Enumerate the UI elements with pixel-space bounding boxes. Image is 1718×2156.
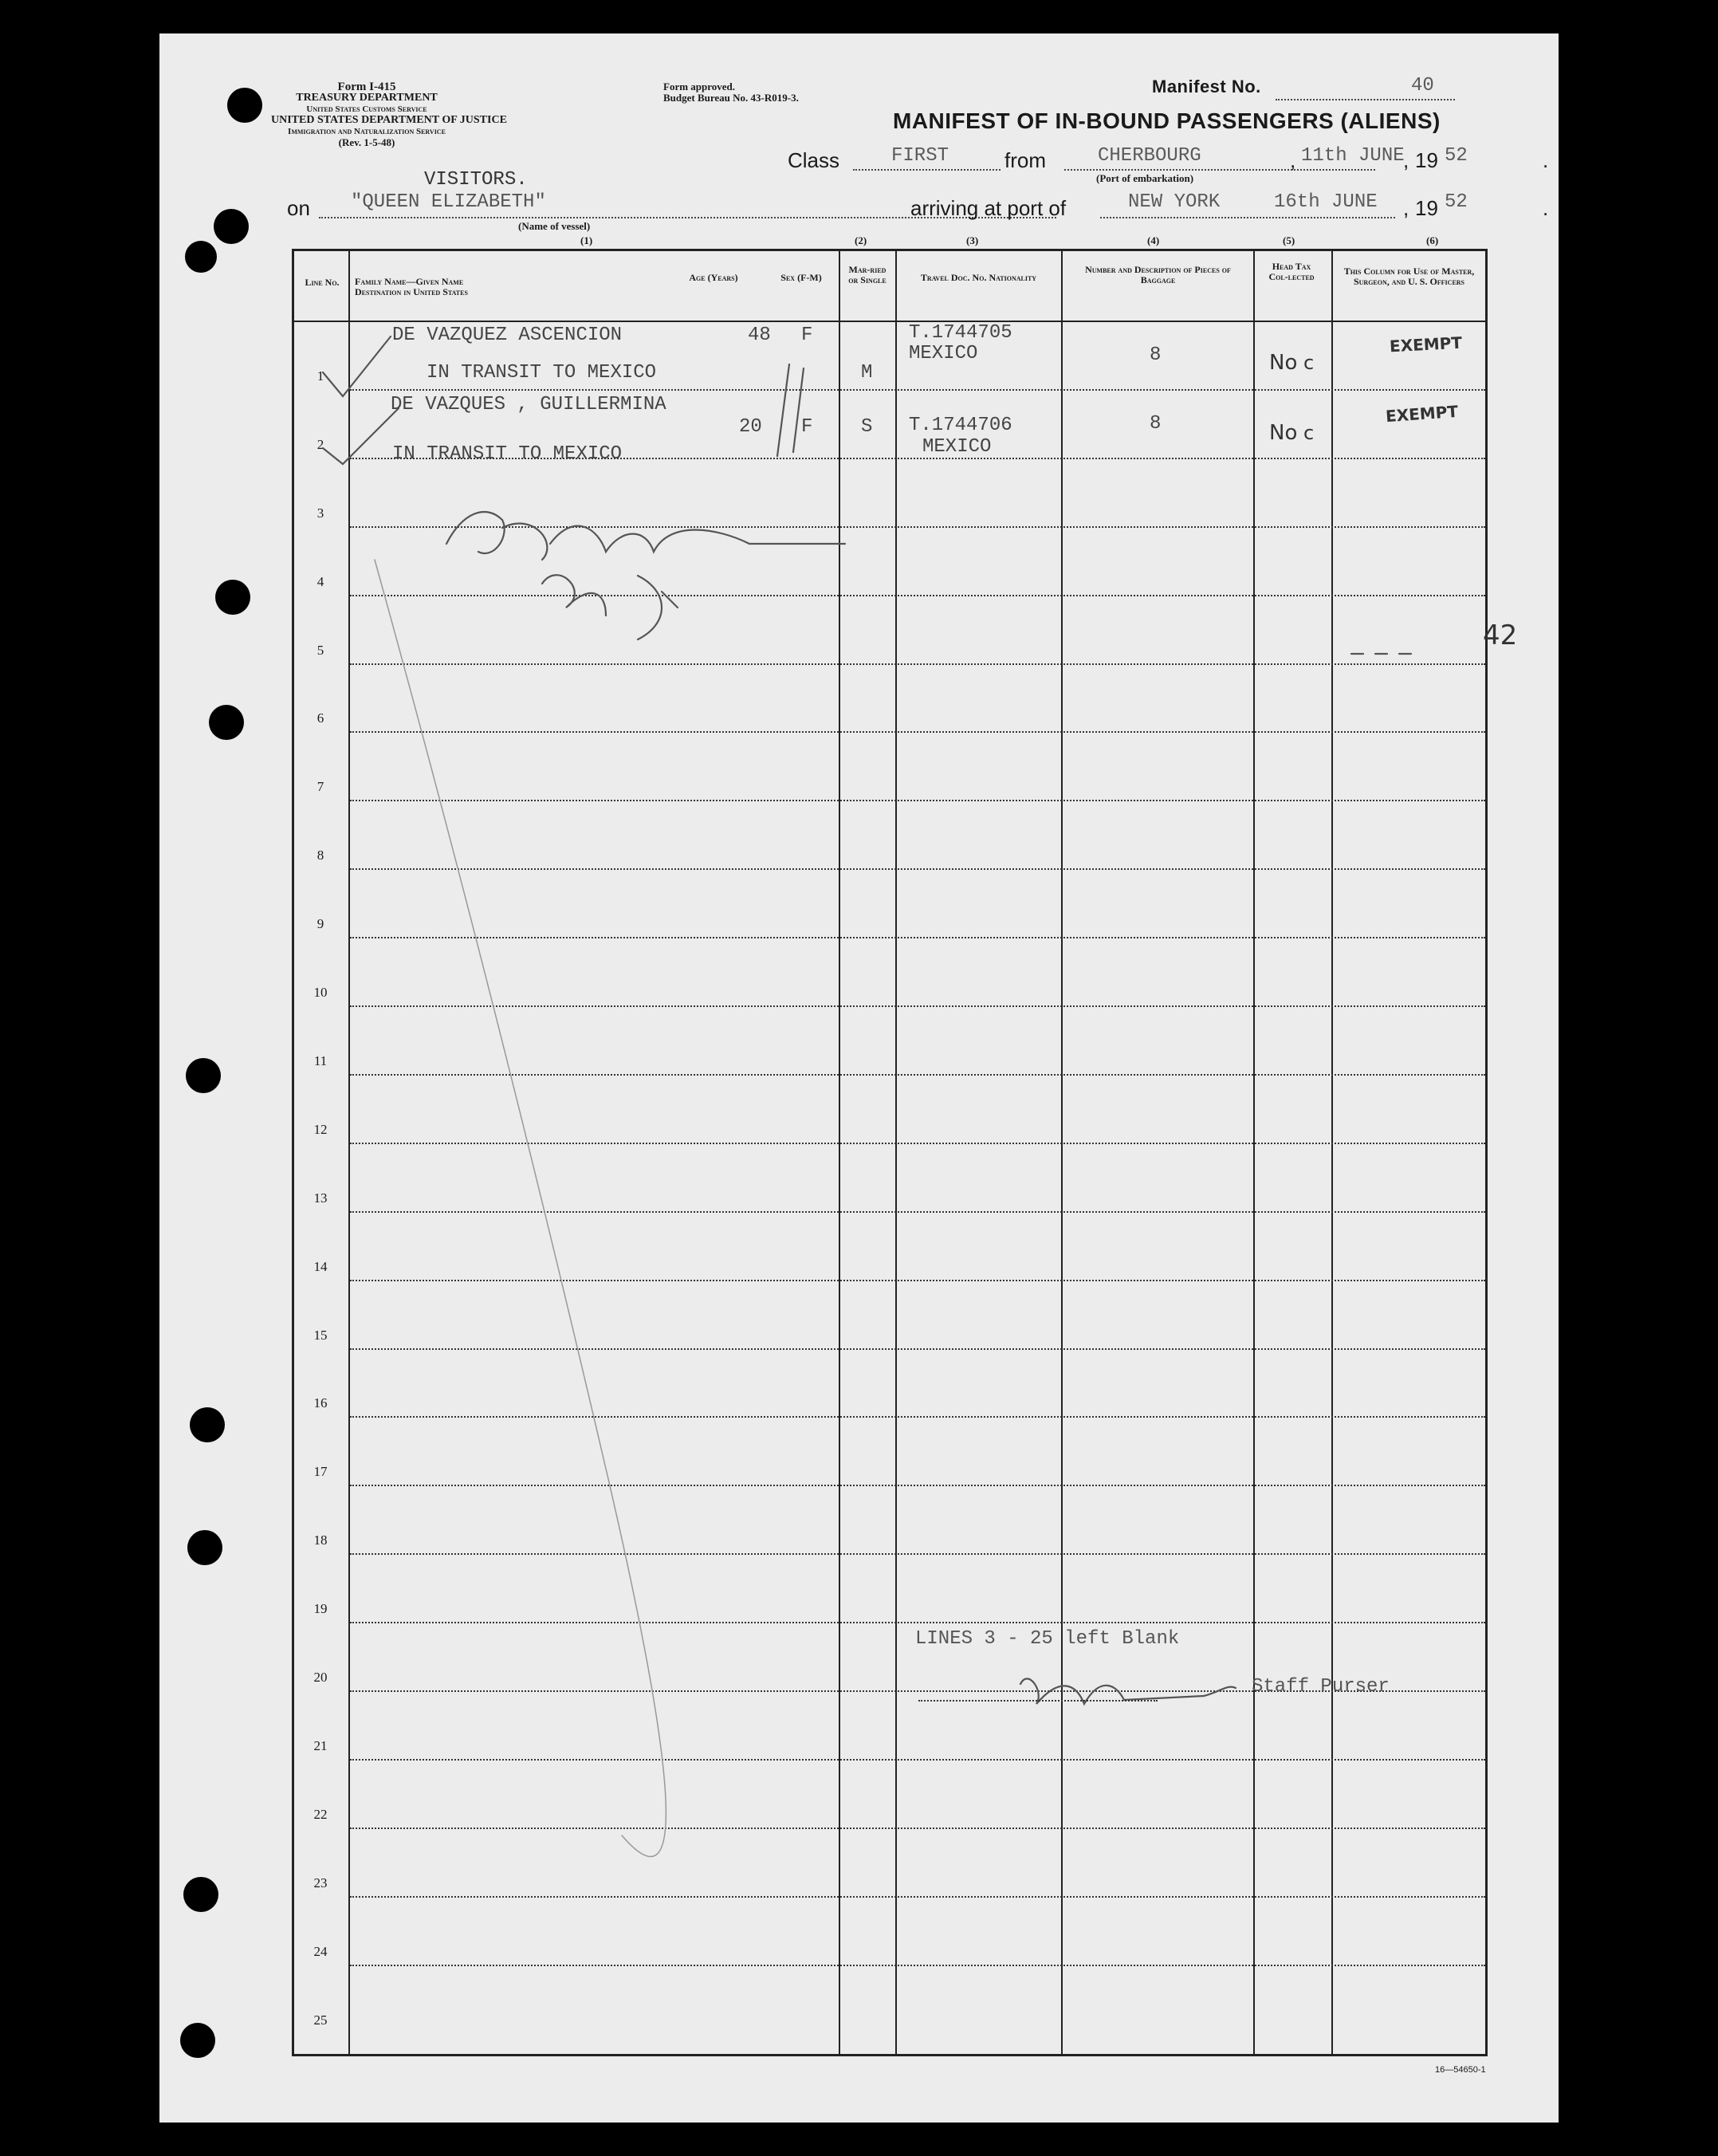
- manifest-no-value: 40: [1411, 75, 1434, 96]
- line-number: 12: [313, 1121, 328, 1137]
- row2-head-tax-text: No: [1269, 421, 1298, 445]
- row2-marital: S: [861, 416, 873, 438]
- vessel-name: "QUEEN ELIZABETH": [351, 191, 546, 213]
- visitors-text: VISITORS.: [424, 169, 528, 191]
- depart-period: .: [1543, 148, 1549, 172]
- depart-year: 52: [1445, 145, 1468, 167]
- col-header-sex: Sex (F-M): [780, 272, 822, 283]
- line-number: 11: [313, 1052, 328, 1068]
- approved-text: Form approved.: [663, 81, 736, 92]
- from-label: from: [1004, 148, 1046, 172]
- arriving-label: arriving at port of: [910, 196, 1067, 220]
- col-num-4: (4): [1147, 234, 1160, 246]
- slash-mark: [793, 368, 804, 452]
- col-header-officers: This Column for Use of Master, Surgeon, and U. S. Officers: [1343, 266, 1475, 287]
- row1-head-tax: No c: [1269, 351, 1315, 375]
- pencil-marks: [159, 33, 1559, 2123]
- row1-exempt: EXEMPT: [1389, 332, 1463, 356]
- line-number: 13: [313, 1190, 328, 1206]
- arrival-port: NEW YORK: [1128, 191, 1221, 213]
- row2-age: 20: [739, 416, 762, 438]
- purser-title: Staff Purser: [1252, 1676, 1390, 1698]
- depart-comma2: ,: [1403, 148, 1409, 172]
- line-number: 7: [316, 779, 324, 795]
- arrival-comma: ,: [1403, 196, 1409, 220]
- row1-doc: T.1744705: [909, 322, 1012, 344]
- signature-dotted-line: [918, 1700, 1158, 1702]
- row1-destination: IN TRANSIT TO MEXICO: [427, 362, 657, 384]
- line-number: 5: [316, 642, 324, 658]
- arrival-period: .: [1543, 196, 1549, 220]
- class-label: Class: [788, 148, 840, 172]
- check-mark: [323, 408, 399, 464]
- line-number: 15: [313, 1327, 328, 1343]
- from-value: CHERBOURG: [1098, 145, 1201, 167]
- line-number: 25: [313, 2012, 328, 2028]
- row1-sex: F: [801, 325, 813, 346]
- col-header-married: Mar-ried or Single: [848, 264, 887, 285]
- line-number: 19: [313, 1601, 328, 1617]
- slash-mark: [777, 364, 789, 456]
- line-number: 3: [316, 505, 324, 521]
- arrival-year: 52: [1445, 191, 1468, 213]
- line-number: 18: [313, 1532, 328, 1548]
- col-header-baggage: Number and Description of Pieces of Baggage: [1085, 264, 1231, 285]
- treasury-department: TREASURY DEPARTMENT: [296, 92, 438, 104]
- line-number: 16: [313, 1395, 328, 1411]
- form-number: Form I-415: [337, 81, 396, 93]
- col-num-3: (3): [966, 234, 979, 246]
- row2-nationality: MEXICO: [922, 436, 992, 458]
- arrival-date: 16th JUNE: [1274, 191, 1378, 213]
- ins-service: Immigration and Naturalization Service: [288, 127, 446, 136]
- line-number: 23: [313, 1875, 328, 1890]
- row2-name: DE VAZQUES , GUILLERMINA: [391, 394, 666, 415]
- col-header-name-text: Family Name—Given Name: [355, 276, 464, 287]
- on-label: on: [287, 196, 310, 220]
- customs-service: United States Customs Service: [306, 104, 427, 114]
- row1-head-tax-text: No: [1269, 351, 1298, 375]
- line-number: 8: [316, 848, 324, 864]
- line-number: 6: [316, 710, 324, 726]
- col-header-line: Line No.: [305, 277, 340, 288]
- col-header-destination: Destination in United States: [355, 286, 468, 297]
- line-number: 14: [313, 1258, 328, 1274]
- row1-age: 48: [748, 325, 771, 346]
- col-num-2: (2): [855, 234, 867, 246]
- row2-exempt: EXEMPT: [1385, 401, 1459, 427]
- line-number: 21: [313, 1737, 328, 1753]
- line-number: 2: [316, 436, 324, 452]
- vessel-caption: (Name of vessel): [518, 220, 591, 232]
- line-number: 1: [316, 368, 324, 384]
- col-num-5: (5): [1283, 234, 1295, 246]
- col-header-travel-doc: Travel Doc. No. Nationality: [920, 272, 1037, 283]
- line-number: 9: [316, 916, 324, 932]
- depart-comma: ,: [1290, 148, 1296, 172]
- row1-baggage: 8: [1150, 344, 1162, 366]
- justice-department: UNITED STATES DEPARTMENT OF JUSTICE: [271, 114, 507, 126]
- line-number: 4: [316, 573, 324, 589]
- check-mark: [323, 336, 391, 396]
- col-num-1: (1): [580, 234, 593, 246]
- page-title: MANIFEST OF IN-BOUND PASSENGERS (ALIENS): [893, 108, 1441, 133]
- col-header-head-tax: Head Tax Col-lected: [1268, 261, 1315, 282]
- col-num-6: (6): [1426, 234, 1439, 246]
- row2-head-tax: No c: [1269, 421, 1315, 445]
- line-number: 24: [313, 1943, 328, 1959]
- depart-year-prefix: 19: [1415, 148, 1438, 172]
- row1-marital: M: [861, 362, 873, 384]
- from-caption: (Port of embarkation): [1096, 172, 1194, 184]
- arrival-year-prefix: 19: [1415, 196, 1438, 220]
- manifest-page: [159, 33, 1559, 2123]
- row1-nationality: MEXICO: [909, 343, 978, 364]
- diagonal-line: [375, 560, 666, 1856]
- margin-count: 42: [1483, 620, 1518, 651]
- row2-doc: T.1744706: [909, 415, 1012, 436]
- row2-destination: IN TRANSIT TO MEXICO: [392, 443, 623, 465]
- col-header-age: Age (Years): [689, 272, 738, 283]
- budget-bureau: Budget Bureau No. 43-R019-3.: [663, 92, 799, 104]
- manifest-no-label: Manifest No.: [1152, 77, 1261, 96]
- line-number: 22: [313, 1806, 328, 1822]
- line-number: 17: [313, 1464, 328, 1480]
- line-number: 20: [313, 1670, 328, 1685]
- row1-name: DE VAZQUEZ ASCENCION: [392, 325, 623, 346]
- print-code: 16—54650-1: [1435, 2065, 1486, 2075]
- row2-baggage: 8: [1150, 413, 1162, 435]
- signature-scribble: [446, 512, 845, 560]
- line-number: 10: [313, 985, 328, 1000]
- depart-date: 11th JUNE: [1301, 145, 1405, 167]
- revision: (Rev. 1-5-48): [338, 136, 395, 148]
- class-value: FIRST: [891, 145, 949, 167]
- lines-blank-note: LINES 3 - 25 left Blank: [915, 1628, 1180, 1650]
- row2-sex: F: [801, 416, 813, 438]
